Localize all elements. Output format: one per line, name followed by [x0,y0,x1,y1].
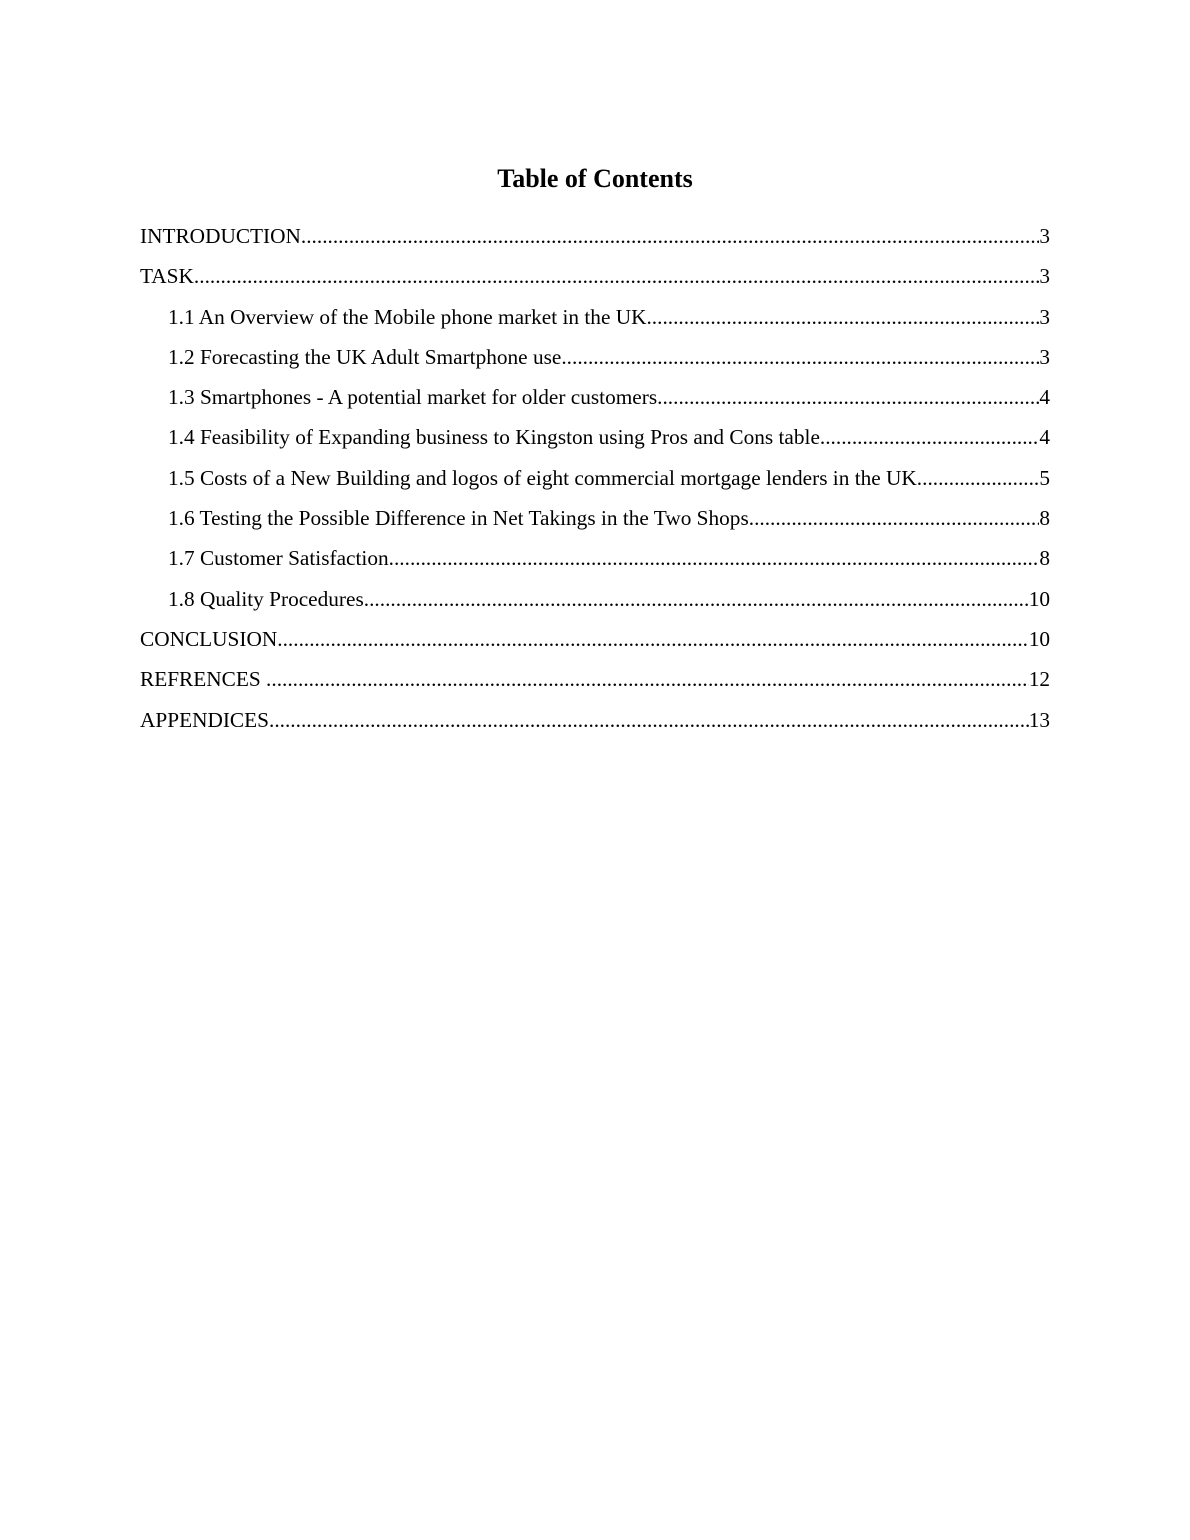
dot-leader [917,463,1040,493]
dot-leader [301,221,1039,251]
toc-entry-page: 5 [1039,465,1050,490]
toc-entry-label: APPENDICES [140,707,269,732]
toc-list [140,221,1050,745]
toc-title: Table of Contents [497,164,693,193]
toc-entry-1-5[interactable] [140,463,1050,503]
toc-entry-label: CONCLUSION [140,626,278,651]
toc-entry-1-2[interactable] [140,342,1050,382]
toc-entry-1-1[interactable] [140,302,1050,342]
toc-entry-label: 1.1 An Overview of the Mobile phone market in the UK [168,304,647,329]
dot-leader [266,664,1029,694]
toc-entry-label: 1.2 Forecasting the UK Adult Smartphone use [168,344,562,369]
toc-entry-page: 4 [1039,385,1050,410]
toc-entry-page: 12 [1028,667,1050,692]
toc-entry-page: 4 [1039,425,1050,450]
dot-leader [657,382,1039,412]
toc-entry-label: REFRENCES [140,667,267,692]
toc-entry-page: 10 [1028,626,1050,651]
toc-entry-label: 1.8 Quality Procedures [168,586,364,611]
toc-entry-appendices[interactable] [140,705,1050,745]
toc-entry-label: TASK [140,264,194,289]
toc-entry-page: 3 [1039,344,1050,369]
toc-entry-1-7[interactable] [140,543,1050,583]
toc-entry-conclusion[interactable] [140,624,1050,664]
dot-leader [269,705,1029,735]
toc-entry-1-3[interactable] [140,382,1050,422]
dot-leader [749,503,1040,533]
dot-leader [277,624,1028,654]
toc-entry-label: 1.3 Smartphones - A potential market for older customers [168,385,658,410]
toc-entry-introduction[interactable] [140,221,1050,261]
dot-leader [646,302,1039,332]
toc-entry-1-4[interactable] [140,422,1050,462]
dot-leader [194,261,1039,291]
toc-entry-1-6[interactable] [140,503,1050,543]
toc-entry-page: 8 [1039,506,1050,531]
toc-entry-page: 10 [1028,586,1050,611]
dot-leader [364,584,1029,614]
toc-entry-label: 1.5 Costs of a New Building and logos of eight commercial mortgage lenders in the UK [168,465,917,490]
toc-entry-label: 1.4 Feasibility of Expanding business to Kingston using Pros and Cons table [168,425,820,450]
toc-entry-task[interactable] [140,261,1050,301]
toc-entry-page: 3 [1039,304,1050,329]
toc-entry-1-8[interactable] [140,584,1050,624]
toc-entry-label: 1.6 Testing the Possible Difference in Net Takings in the Two Shops [168,506,749,531]
dot-leader [561,342,1039,372]
toc-entry-page: 3 [1039,264,1050,289]
toc-entry-page: 8 [1039,546,1050,571]
toc-entry-label: 1.7 Customer Satisfaction [168,546,389,571]
toc-entry-page: 13 [1028,707,1050,732]
toc-entry-page: 3 [1039,224,1050,248]
toc-entry-label: INTRODUCTION [140,224,301,248]
toc-entry-references[interactable] [140,664,1050,704]
dot-leader [820,422,1039,452]
dot-leader [389,543,1040,573]
